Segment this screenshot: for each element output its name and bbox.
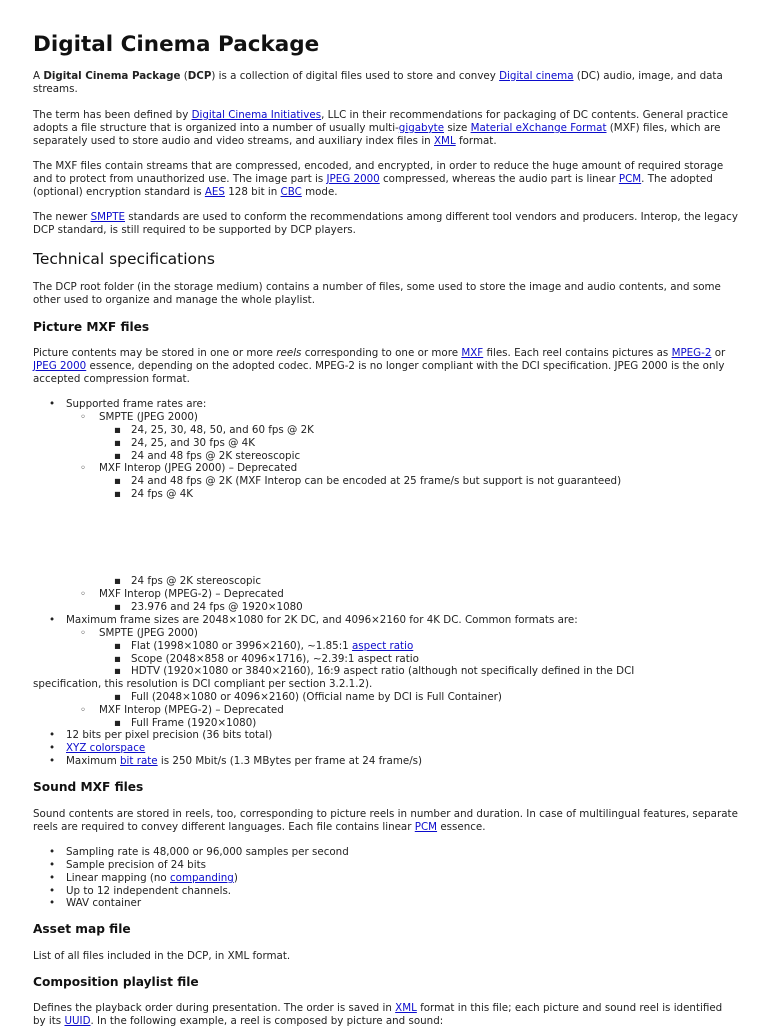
- text: (: [180, 70, 188, 82]
- bullet-disc: [49, 885, 55, 898]
- link-pcm[interactable]: PCM: [618, 172, 642, 185]
- list-item-xyz: [66, 742, 145, 755]
- list-item-interop-mpeg2-2: MXF Interop (MPEG-2) – Deprecated: [99, 704, 284, 716]
- bullet-disc: [49, 859, 55, 872]
- list-item-full: Full (2048×1080 or 4096×2160) (Official name by DCI is Full Container): [131, 691, 502, 703]
- text: corresponding to one or more: [301, 347, 462, 359]
- link-pcm-2[interactable]: PCM: [414, 820, 438, 833]
- heading-asset-map: Asset map file: [33, 922, 131, 936]
- bullet-disc: [49, 897, 55, 910]
- abbr-bold: DCP: [187, 70, 212, 82]
- link-smpte[interactable]: SMPTE: [90, 211, 125, 223]
- text: mode.: [301, 185, 338, 198]
- text: ): [233, 872, 238, 884]
- list-item-flat: [131, 640, 413, 653]
- text: format.: [455, 134, 497, 147]
- link-gigabyte[interactable]: gigabyte: [398, 121, 445, 134]
- list-item-fr5: 24 fps @ 4K: [131, 488, 194, 500]
- heading-technical-specifications: Technical specifications: [33, 250, 215, 268]
- list-item-max-bitrate: [66, 755, 422, 768]
- link-xml-2[interactable]: XML: [395, 1002, 417, 1014]
- paragraph-root-folder: The DCP root folder (in the storage medium) contains a number of files, some used to store the image and audio contents, and some other used to organize and manage the whole playlist.: [33, 281, 721, 306]
- list-item-smpte-j2k: SMPTE (JPEG 2000): [99, 411, 198, 423]
- bullet-circle: [80, 627, 86, 640]
- bullet-disc: [49, 846, 55, 859]
- bullet-square: [114, 450, 121, 463]
- bullet-square: [114, 488, 121, 501]
- intro-paragraph: [33, 70, 738, 96]
- bullet-circle: [80, 411, 86, 424]
- page-title: Digital Cinema Package: [33, 32, 320, 57]
- text: standards are used to conform the recommendations among different tool vendors and producers. Interop, the legacy DCP standard, is still required to be supported by DCP players.: [33, 211, 738, 236]
- text: (DC) audio, image, and data streams.: [33, 70, 723, 95]
- text: is 250 Mbit/s (1.3 MBytes per frame at 24 frame/s): [157, 755, 423, 767]
- bullet-square: [114, 424, 121, 437]
- list-item-interop-mpeg2: MXF Interop (MPEG-2) – Deprecated: [99, 588, 284, 600]
- list-item-hdtv: HDTV (1920×1080 or 3840×2160), 16:9 aspect ratio (although not specifically defined in the DCI specification, this resolution is DCI compliant per section 3.2.1.2).: [33, 665, 635, 690]
- list-item-fr7: 23.976 and 24 fps @ 1920×1080: [131, 601, 303, 613]
- text: files. Each reel contains pictures as: [483, 347, 672, 359]
- text: format in this file; each picture and sound reel is identified by its: [33, 1002, 723, 1027]
- text: ) is a collection of digital files used to store and convey: [211, 70, 500, 82]
- text: size: [444, 121, 471, 134]
- list-item-wav-container: WAV container: [66, 897, 142, 909]
- bullet-disc: [49, 729, 55, 742]
- bullet-disc: [49, 872, 55, 885]
- text: Defines the playback order during presentation. The order is saved in: [33, 1002, 396, 1014]
- term-bold: Digital Cinema Package: [43, 70, 181, 82]
- text: Linear mapping (no: [66, 872, 170, 884]
- link-uuid[interactable]: UUID: [64, 1014, 91, 1027]
- list-item-sample-precision: Sample precision of 24 bits: [66, 859, 206, 871]
- list-item-linear-mapping: [66, 872, 238, 885]
- heading-sound-mxf: Sound MXF files: [33, 780, 144, 794]
- list-item-smpte-j2k-2: SMPTE (JPEG 2000): [99, 627, 198, 639]
- list-item-max-sizes: Maximum frame sizes are 2048×1080 for 2K DC, and 4096×2160 for 4K DC. Common formats are:: [66, 614, 578, 626]
- text: Maximum: [66, 755, 121, 767]
- list-item-bits: 12 bits per pixel precision (36 bits total): [66, 729, 273, 741]
- link-bit-rate[interactable]: bit rate: [120, 755, 158, 767]
- list-item-fr4: 24 and 48 fps @ 2K (MXF Interop can be encoded at 25 frame/s but support is not guaranteed): [131, 475, 622, 487]
- list-item-interop-j2k: MXF Interop (JPEG 2000) – Deprecated: [99, 462, 298, 474]
- text: . The adopted (optional) encryption standard is: [33, 172, 713, 198]
- bullet-square: [114, 640, 121, 653]
- text: Picture contents may be stored in one or more: [33, 347, 277, 359]
- link-cbc[interactable]: CBC: [280, 185, 302, 198]
- link-companding[interactable]: companding: [170, 872, 234, 884]
- text: essence, depending on the adopted codec. MPEG-2 is no longer compliant with the DCI specification. JPEG 2000 is the only accepted compression format.: [33, 359, 725, 385]
- text: The MXF files contain streams that are compressed, encoded, and encrypted, in order to reduce the huge amount of required storage and to protect from unauthorized use. The image part is: [33, 160, 724, 185]
- bullet-square: [114, 717, 121, 730]
- paragraph-asset-map: List of all files included in the DCP, in XML format.: [33, 950, 291, 962]
- heading-composition-playlist: Composition playlist file: [33, 975, 199, 989]
- bullet-disc: [49, 742, 55, 755]
- list-item-sampling-rate: Sampling rate is 48,000 or 96,000 samples per second: [66, 846, 349, 858]
- list-item-fr3: 24 and 48 fps @ 2K stereoscopic: [131, 450, 301, 462]
- bullet-circle: [80, 462, 86, 475]
- heading-picture-mxf: Picture MXF files: [33, 320, 150, 334]
- text: Flat (1998×1080 or 3996×2160), ~1.85:1: [131, 640, 352, 652]
- text: essence.: [437, 820, 486, 833]
- bullet-circle: [80, 704, 86, 717]
- list-item-full-frame: Full Frame (1920×1080): [131, 717, 257, 729]
- bullet-square: [114, 475, 121, 488]
- link-aspect-ratio[interactable]: aspect ratio: [352, 640, 414, 652]
- list-item-scope: Scope (2048×858 or 4096×1716), ~2.39:1 aspect ratio: [131, 653, 419, 665]
- list-item-frame-rates: Supported frame rates are:: [66, 398, 207, 410]
- link-mxf-format[interactable]: Material eXchange Format: [470, 121, 607, 134]
- text: (MXF) files, which are separately used to store audio and video streams, and auxiliary index files in: [33, 121, 721, 147]
- link-dci[interactable]: Digital Cinema Initiatives: [191, 109, 322, 121]
- bullet-disc: [49, 614, 55, 627]
- text: The newer: [33, 211, 91, 223]
- bullet-square: [114, 437, 121, 450]
- text: A: [33, 70, 44, 82]
- bullet-circle: [80, 588, 86, 601]
- text: 128 bit in: [224, 185, 281, 198]
- bullet-square: [114, 601, 121, 614]
- paragraph-sound-contents: [33, 808, 738, 834]
- bullet-square: [114, 691, 121, 704]
- bullet-square: [114, 653, 121, 666]
- text: The term has been defined by: [33, 109, 192, 121]
- link-jpeg2000-2[interactable]: JPEG 2000: [33, 359, 87, 372]
- text: or: [711, 347, 726, 359]
- paragraph-picture-contents: [33, 347, 738, 385]
- list-item-fr2: 24, 25, and 30 fps @ 4K: [131, 437, 255, 449]
- link-jpeg2000[interactable]: JPEG 2000: [326, 172, 380, 185]
- italic-reels: reels: [276, 347, 302, 359]
- list-item-fr6: 24 fps @ 2K stereoscopic: [131, 575, 262, 587]
- bullet-square: [114, 575, 121, 588]
- link-xml[interactable]: XML: [434, 134, 456, 147]
- bullet-disc: [49, 398, 55, 411]
- paragraph-definition: [33, 109, 738, 147]
- text: . In the following example, a reel is composed by picture and sound:: [90, 1014, 444, 1027]
- link-digital-cinema[interactable]: Digital cinema: [499, 70, 574, 82]
- link-aes[interactable]: AES: [204, 185, 225, 198]
- list-item-channels: Up to 12 independent channels.: [66, 885, 232, 897]
- bullet-disc: [49, 755, 55, 768]
- paragraph-smpte: [33, 211, 738, 237]
- list-item-fr1: 24, 25, 30, 48, 50, and 60 fps @ 2K: [131, 424, 314, 436]
- link-xyz-colorspace[interactable]: XYZ colorspace: [66, 742, 146, 754]
- link-mxf[interactable]: MXF: [461, 347, 484, 359]
- link-mpeg2[interactable]: MPEG-2: [671, 347, 712, 359]
- paragraph-mxf-streams: [33, 160, 738, 198]
- text: compressed, whereas the audio part is linear: [379, 172, 619, 185]
- text: , LLC in their recommendations for packaging of DC contents. General practice adopts a file structure that is organized into a number of usually multi-: [33, 109, 729, 134]
- text: Sound contents are stored in reels, too, corresponding to picture reels in number and duration. In case of multilingual features, separate reels are required to convey different languages. Each file contains linear: [33, 808, 738, 833]
